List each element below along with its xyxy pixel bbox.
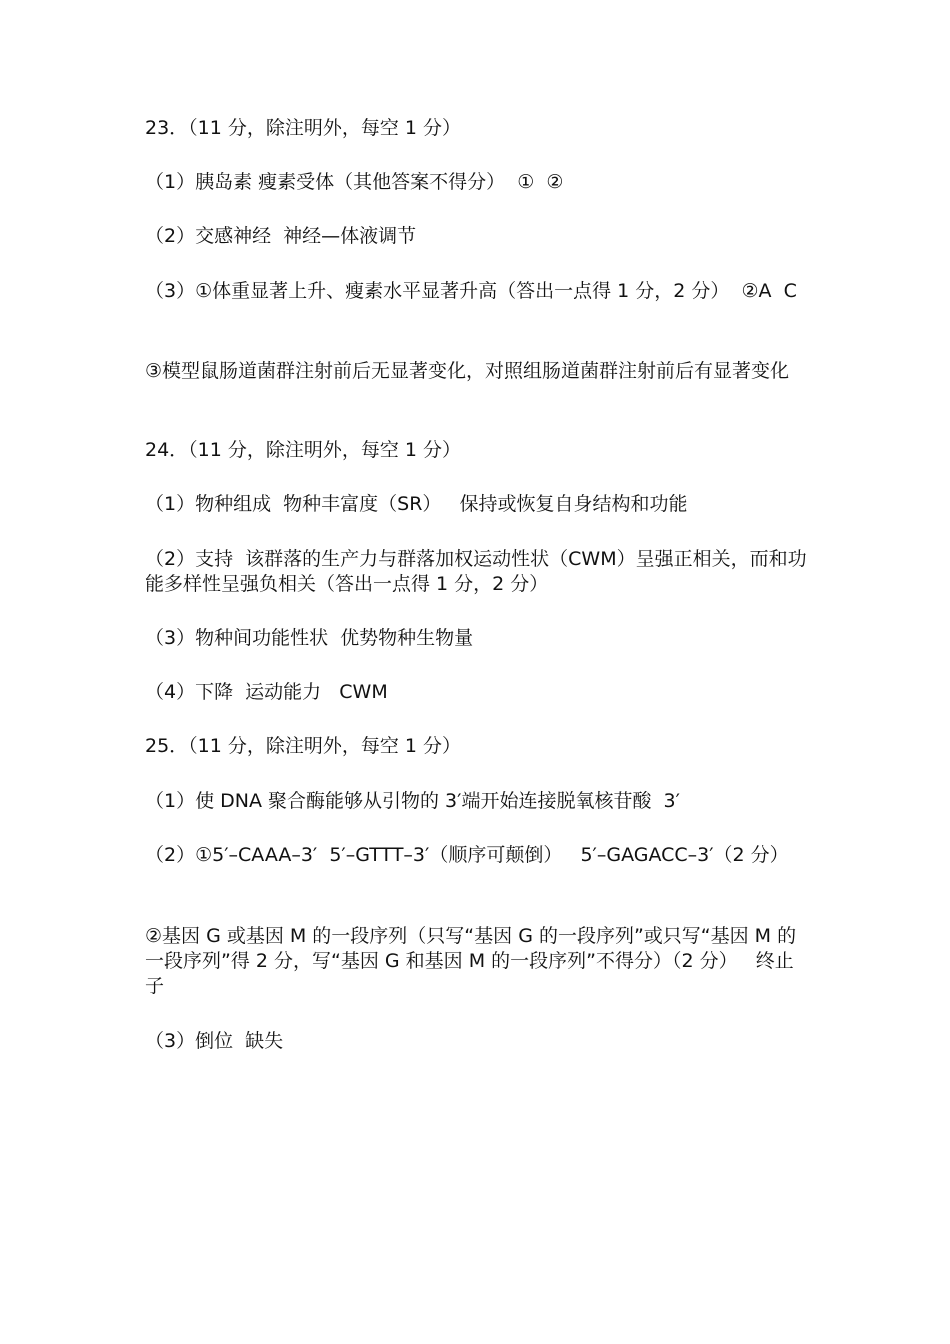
q23-part-3-note: ③模型鼠肠道菌群注射前后无显著变化，对照组肠道菌群注射前后有显著变化 [145, 360, 790, 382]
q23-part-3: （3）①体重显著上升、瘦素水平显著升高（答出一点得 1 分，2 分） ②A C [145, 280, 797, 302]
q23-part-1: （1）胰岛素 瘦素受体（其他答案不得分） ① ② [145, 171, 564, 193]
q24-part-1: （1）物种组成 物种丰富度（SR） 保持或恢复自身结构和功能 [145, 493, 688, 515]
q25-header: 25．（11 分，除注明外，每空 1 分） [145, 735, 462, 757]
q25-part-2: （2）①5′–CAAA–3′ 5′–GTTT–3′（顺序可颠倒） 5′–GAGACC–3′（2 分） [145, 844, 789, 866]
q25-part-2-note: ②基因 G 或基因 M 的一段序列（只写“基因 G 的一段序列”或只写“基因 M 的一段序列”得 2 分，写“基因 G 和基因 M 的一段序列”不得分）（2 分） 终止子 [145, 925, 797, 997]
q25-part-3: （3）倒位 缺失 [145, 1030, 284, 1052]
q25-part-1: （1）使 DNA 聚合酶能够从引物的 3′端开始连接脱氧核苷酸 3′ [145, 790, 680, 812]
q24-part-3: （3）物种间功能性状 优势物种生物量 [145, 627, 474, 649]
q24-header: 24．（11 分，除注明外，每空 1 分） [145, 439, 462, 461]
q23-part-2: （2）交感神经 神经—体液调节 [145, 225, 417, 247]
q23-header: 23．（11 分，除注明外，每空 1 分） [145, 117, 462, 139]
q24-part-2: （2）支持 该群落的生产力与群落加权运动性状（CWM）呈强正相关，而和功能多样性呈强负相关（答出一点得 1 分，2 分） [145, 548, 807, 595]
q24-part-4: （4）下降 运动能力 CWM [145, 681, 388, 703]
